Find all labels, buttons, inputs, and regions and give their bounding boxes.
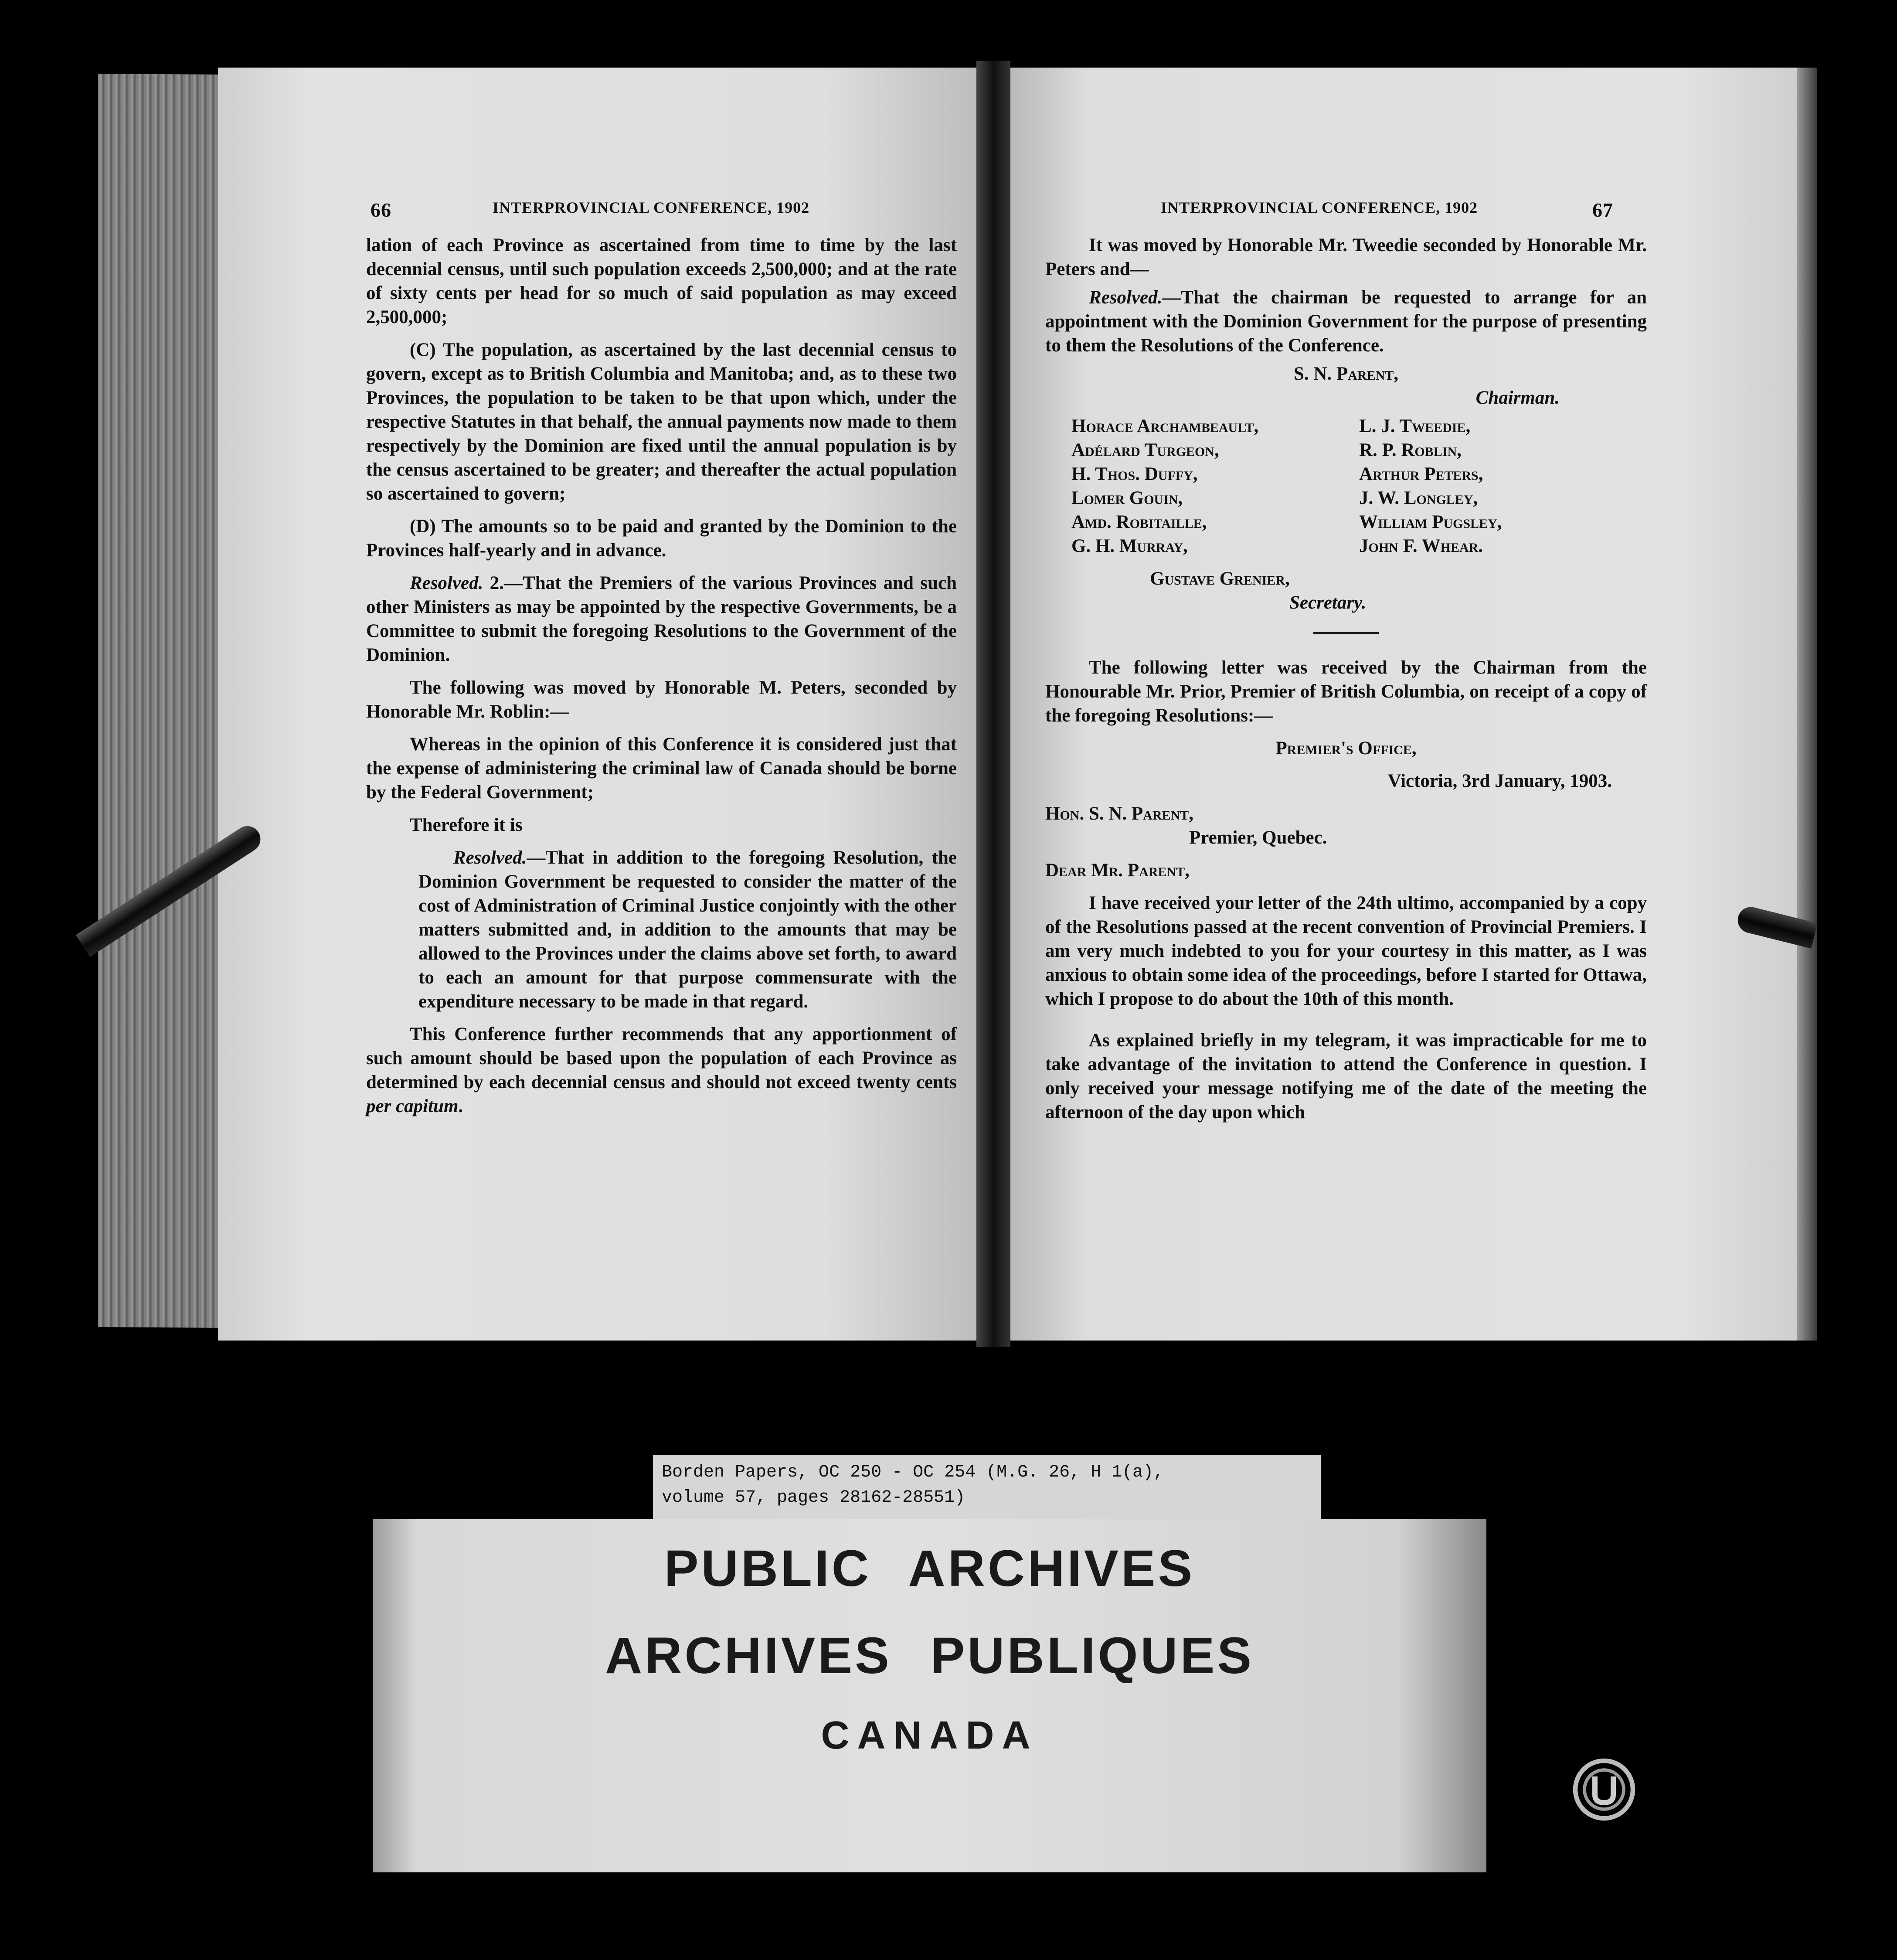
chairman-title: Chairman. — [1475, 388, 1560, 408]
resolved-label: Resolved. — [1089, 287, 1163, 308]
signatories-left — [1045, 414, 1359, 558]
archive-title-en: PUBLIC ARCHIVES — [664, 1540, 1195, 1597]
letter-salutation: Dear Mr. Parent, — [1045, 860, 1190, 881]
letter-date: Victoria, 3rd January, 1903. — [1387, 771, 1612, 791]
signatories — [1045, 414, 1647, 558]
right-page — [1010, 68, 1797, 1341]
right-page-number: 67 — [1592, 199, 1613, 221]
signatory: William Pugsley, — [1359, 512, 1502, 532]
paragraph: I have received your letter of the 24th ultimo, accompanied by a copy of the Resolutions passed at the recent convention of Provincial Premiers. I am very much indebted to you for your courtesy in this matter, as I was anxious to obtain some idea of the proceedings, before I started for Ottawa, which I propose to do about the 10th of this month. — [1045, 893, 1647, 1009]
right-page-body — [1045, 233, 1647, 1133]
microfilm-logo-icon — [1571, 1757, 1637, 1822]
paragraph: (C) The population, as ascertained by the last decennial census to govern, except as to British Columbia and Manitoba; and, as to these two Provinces, the population to be taken to be that upon which, under the respective Statutes in that behalf, the annual payments now made to them respectively by the Dominion are fixed until the annual population is by the census ascertained to be greater; and thereafter the actual population so ascertained to govern; — [366, 340, 957, 504]
reference-line: Borden Papers, OC 250 - OC 254 (M.G. 26, H 1(a), — [662, 1463, 1164, 1482]
letter-office: Premier's Office, — [1275, 738, 1417, 759]
paragraph: The following was moved by Honorable M. Peters, seconded by Honorable Mr. Roblin:— — [366, 677, 957, 722]
paragraph: Whereas in the opinion of this Conference it is considered just that the expense of administering the criminal law of Canada should be borne by the Federal Government; — [366, 734, 957, 803]
archive-country: CANADA — [821, 1714, 1038, 1757]
page-shadow — [1797, 68, 1817, 1341]
signatory: G. H. Murray, — [1071, 536, 1188, 556]
resolved-label: Resolved. — [410, 573, 483, 593]
paragraph: (D) The amounts so to be paid and granted by the Dominion to the Provinces half-yearly and in advance. — [366, 516, 957, 561]
archive-title-fr: ARCHIVES PUBLIQUES — [605, 1627, 1254, 1684]
right-running-head: INTERPROVINCIAL CONFERENCE, 1902 — [1161, 199, 1478, 216]
paragraph: Resolved.—That the chairman be requested to arrange for an appointment with the Dominion Government for the purpose of presenting to them the Resolutions of the Conference. — [1045, 287, 1647, 356]
chairman-name: S. N. Parent, — [1294, 364, 1398, 384]
left-page — [218, 68, 976, 1341]
signatory: Lomer Gouin, — [1071, 488, 1183, 508]
left-page-body — [366, 233, 957, 1127]
secretary-title: Secretary. — [1289, 592, 1367, 613]
signatory: Horace Archambeault, — [1071, 416, 1259, 436]
paragraph: This Conference further recommends that any apportionment of such amount should be based upon the population of each Province as determined by each decennial census and should not exceed twenty cents per capitum. — [366, 1024, 957, 1116]
paragraph: Resolved. 2.—That the Premiers of the various Provinces and such other Ministers as may be appointed by the respective Governments, be a Committee to submit the foregoing Resolutions to the Government of the Dominion. — [366, 573, 957, 665]
signatory: Amd. Robitaille, — [1071, 512, 1207, 532]
letter-addressee-title: Premier, Quebec. — [1189, 827, 1327, 848]
paragraph: The following letter was received by the Chairman from the Honourable Mr. Prior, Premier of British Columbia, on receipt of a copy of the foregoing Resolutions:— — [1045, 657, 1647, 726]
signatory: L. J. Tweedie, — [1359, 416, 1471, 436]
signatory: H. Thos. Duffy, — [1071, 464, 1198, 484]
secretary-name: Gustave Grenier, — [1150, 568, 1290, 589]
book-page-edges — [98, 74, 224, 1328]
book-gutter — [976, 61, 1010, 1347]
reference-line: volume 57, pages 28162-28551) — [662, 1488, 965, 1507]
left-running-head: INTERPROVINCIAL CONFERENCE, 1902 — [493, 199, 810, 216]
paragraph: lation of each Province as ascertained from time to time by the last decennial census, until such population exceeds 2,500,000; and at the rate of sixty cents per head for so much of said population as may exceed 2,500,000; — [366, 235, 957, 327]
archive-card — [373, 1519, 1486, 1872]
signatories-right — [1359, 414, 1647, 558]
paragraph: Therefore it is — [410, 815, 523, 835]
signatory: Arthur Peters, — [1359, 464, 1483, 484]
paragraph: It was moved by Honorable Mr. Tweedie seconded by Honorable Mr. Peters and— — [1045, 235, 1647, 279]
signatory: J. W. Longley, — [1359, 488, 1478, 508]
signatory: Adélard Turgeon, — [1071, 440, 1219, 460]
reference-label — [653, 1455, 1321, 1519]
left-page-number: 66 — [371, 199, 391, 221]
letter-addressee: Hon. S. N. Parent, — [1045, 803, 1193, 824]
signatory: R. P. Roblin, — [1359, 440, 1462, 460]
signatory: John F. Whear. — [1359, 536, 1483, 556]
paragraph: As explained briefly in my telegram, it was impracticable for me to take advantage of the invitation to attend the Conference in question. I only received your message notifying me of the date of the meeting the afternoon of the day upon which — [1045, 1030, 1647, 1123]
resolved-label: Resolved. — [453, 847, 527, 868]
paragraph: Resolved.—That in addition to the foregoing Resolution, the Dominion Government be requested to consider the matter of the cost of Administration of Criminal Justice conjointly with the other matters submitted and, in addition to the amounts that may be allowed to the Provinces under the claims above set forth, to award to each an amount for that purpose commensurate with the expenditure necessary to be made in that regard. — [418, 847, 957, 1012]
divider — [1313, 632, 1379, 634]
